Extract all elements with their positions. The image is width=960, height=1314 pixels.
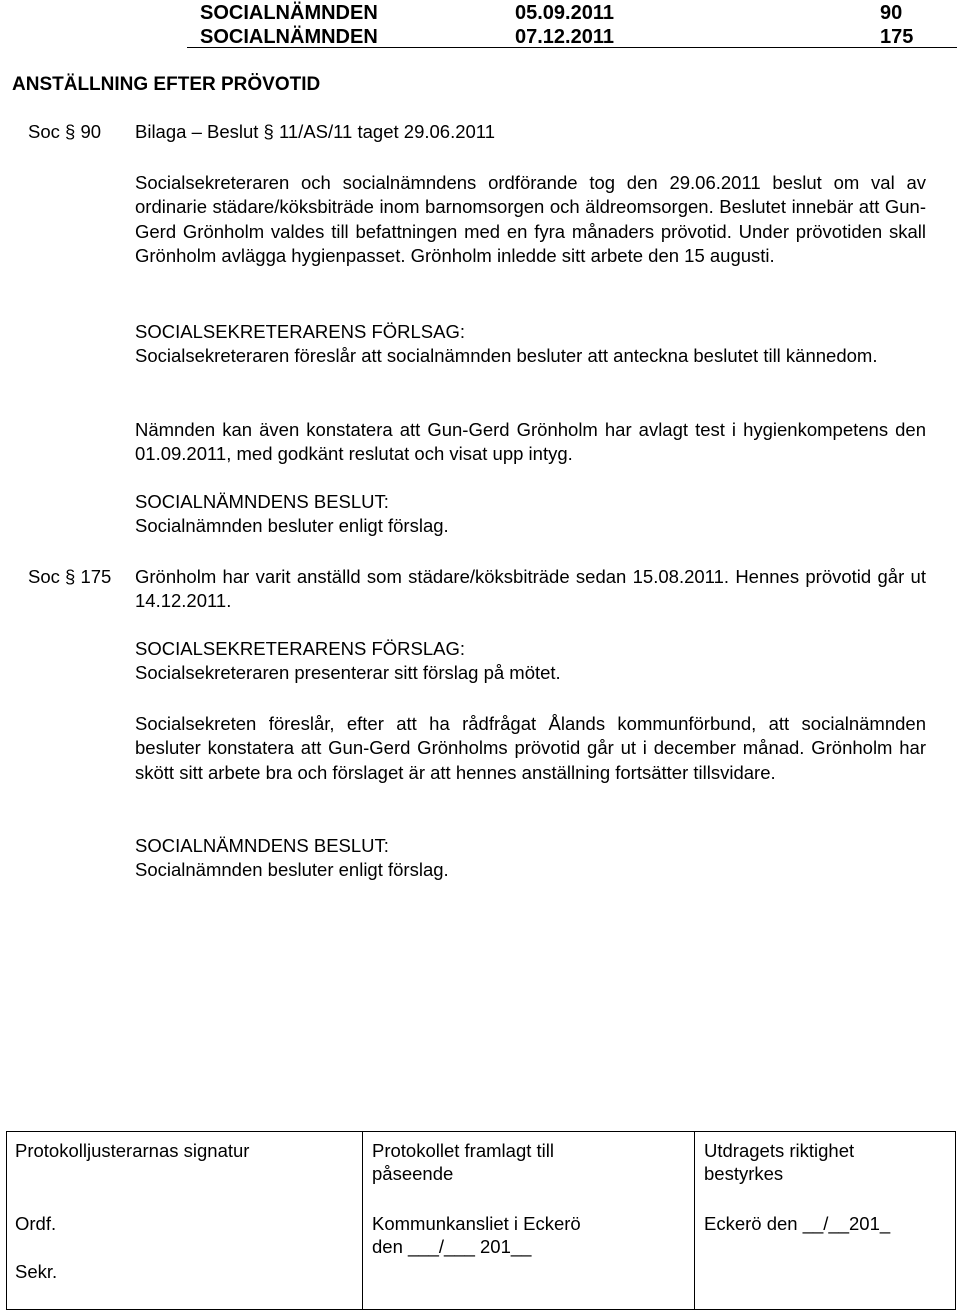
note-paragraph: Nämnden kan även konstatera att Gun-Gerd Grönholm har avlagt test i hygienkompetens den 01.09.2011, med godkänt reslutat och visat upp intyg.: [135, 419, 926, 465]
certified-heading: bestyrkes: [704, 1163, 784, 1184]
posted-heading: Protokollet framlagt till: [372, 1140, 554, 1161]
decision-heading: SOCIALNÄMNDENS BESLUT:: [135, 491, 389, 512]
proposal-heading: SOCIALSEKRETERARENS FÖRLSAG:: [135, 321, 466, 342]
header-rule: [187, 47, 957, 48]
posted-heading: påseende: [372, 1163, 454, 1184]
section-label: Soc § 90: [28, 121, 102, 142]
background-paragraph: Socialsekreteraren och socialnämndens ordförande tog den 29.06.2011 beslut om val av ordinarie städare/köksbiträde inom barnomsorgen och äldreomsorgen. Beslutet innebär att Gun-Gerd Grönholm valdes till befattningen med en fyra månaders prövotid. Under prövotiden skall Grönholm avlägga hygienpasset. Grönholm inledde sitt arbete den 15 augusti.: [135, 172, 926, 267]
column-divider: [362, 1132, 363, 1309]
posted-office: Kommunkansliet i Eckerö: [372, 1213, 581, 1234]
page-number: 90: [880, 2, 903, 24]
section-subject: Bilaga – Beslut § 11/AS/11 taget 29.06.2011: [135, 121, 495, 142]
proposal-detail-paragraph: Socialsekreten föreslår, efter att ha rådfrågat Ålands kommunförbund, att socialnämnden besluter konstatera att Gun-Gerd Grönholms prövotid går ut i december månad. Grönholm har skött sitt arbete bra och förslaget är att hennes anställning fortsätter tillsvidare.: [135, 713, 926, 783]
page-number: 175: [880, 26, 914, 48]
decision-text: Socialnämnden besluter enligt förslag.: [135, 859, 449, 880]
committee-name: SOCIALNÄMNDEN: [200, 26, 378, 48]
committee-name: SOCIALNÄMNDEN: [200, 2, 378, 24]
signature-table: [6, 1131, 956, 1310]
proposal-text: Socialsekreteraren presenterar sitt förslag på mötet.: [135, 662, 561, 683]
column-divider: [694, 1132, 695, 1309]
document-title: ANSTÄLLNING EFTER PRÖVOTID: [12, 74, 321, 95]
intro-paragraph: Grönholm har varit anställd som städare/köksbiträde sedan 15.08.2011. Hennes prövotid går ut 14.12.2011.: [135, 566, 926, 612]
posted-date: den ___/___ 201__: [372, 1236, 532, 1257]
chairman-label: Ordf.: [15, 1213, 57, 1234]
decision-text: Socialnämnden besluter enligt förslag.: [135, 515, 449, 536]
certified-heading: Utdragets riktighet: [704, 1140, 855, 1161]
decision-heading: SOCIALNÄMNDENS BESLUT:: [135, 835, 389, 856]
proposal-text: Socialsekreteraren föreslår att socialnämnden besluter att anteckna beslutet till kännedom.: [135, 345, 878, 366]
section-label: Soc § 175: [28, 566, 112, 587]
signature-heading: Protokolljusterarnas signatur: [15, 1140, 250, 1161]
meeting-date: 07.12.2011: [515, 26, 614, 48]
certified-date: Eckerö den __/__201_: [704, 1213, 891, 1234]
meeting-date: 05.09.2011: [515, 2, 614, 24]
proposal-heading: SOCIALSEKRETERARENS FÖRSLAG:: [135, 638, 466, 659]
secretary-label: Sekr.: [15, 1261, 58, 1282]
